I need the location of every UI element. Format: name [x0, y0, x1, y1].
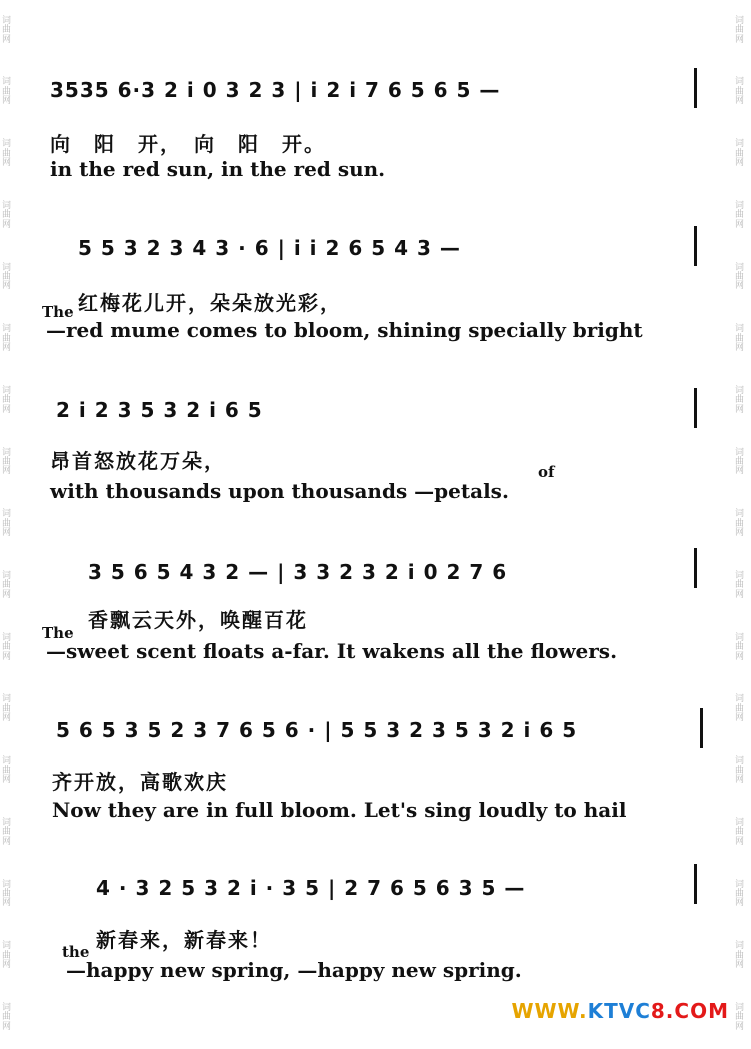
watermark-text: 词曲网	[2, 139, 12, 168]
watermark-text: 词曲网	[735, 632, 745, 662]
watermark-text: 词曲网	[2, 941, 12, 971]
watermark-text: 词曲网	[735, 385, 745, 415]
notation-line-1: 3535 6·3 2 i 0 3 2 3 | i 2 i 7 6 5 6 5 —	[50, 78, 501, 102]
logo-part-1: WWW.	[511, 999, 588, 1023]
watermark-text: 词曲网	[2, 200, 12, 230]
watermark-text: 词曲网	[735, 941, 745, 971]
watermark-text: 词曲网	[2, 817, 12, 847]
watermark-text: 词曲网	[735, 447, 745, 477]
watermark-text: 词曲网	[2, 1002, 12, 1032]
logo-part-3: 8.COM	[650, 999, 729, 1023]
watermark-text: 词曲网	[735, 509, 745, 539]
watermark-text: 词曲网	[2, 15, 12, 45]
watermark-text: 词曲网	[735, 879, 745, 909]
watermark-text: 词曲网	[735, 571, 745, 600]
watermark-text: 词曲网	[2, 879, 12, 909]
chinese-lyrics-3: 昂首怒放花万朵，	[50, 449, 226, 473]
barline	[694, 226, 697, 266]
barline	[694, 864, 697, 904]
watermark-text: 词曲网	[2, 385, 12, 415]
watermark-text: 词曲网	[735, 262, 745, 292]
watermark-text: 词曲网	[2, 447, 12, 477]
watermark-text: 词曲网	[2, 571, 12, 600]
notation-line-5: 5 6 5 3 5 2 3 7 6 5 6 · | 5 5 3 2 3 5 3 2 i 6 5	[56, 718, 578, 742]
chinese-lyrics-1: 向 阳 开， 向 阳 开。	[50, 132, 326, 156]
watermark-text: 词曲网	[735, 139, 745, 168]
english-prefix-6: the	[62, 943, 90, 961]
english-lyrics-5: Now they are in full bloom. Let's sing loudly to hail	[52, 798, 627, 822]
chinese-lyrics-2: 红梅花儿开，朵朵放光彩，	[78, 291, 342, 315]
logo-part-2: KTVC	[587, 999, 651, 1023]
watermark-text: 词曲网	[735, 324, 745, 354]
watermark-text: 词曲网	[735, 756, 745, 785]
chinese-lyrics-5: 齐开放，高歌欢庆	[52, 770, 228, 794]
watermark-text: 词曲网	[2, 324, 12, 354]
watermark-text: 词曲网	[735, 77, 745, 107]
english-prefix-3: of	[538, 463, 555, 481]
english-prefix-4: The	[42, 624, 74, 642]
english-lyrics-1: in the red sun, in the red sun.	[50, 157, 386, 181]
english-lyrics-2: —red mume comes to bloom, shining specially bright	[46, 318, 643, 342]
site-logo	[511, 999, 729, 1023]
english-lyrics-6: —happy new spring, —happy new spring.	[66, 958, 522, 982]
watermark-text: 词曲网	[2, 77, 12, 107]
barline	[694, 548, 697, 588]
watermark-text: 词曲网	[2, 262, 12, 292]
watermark-text: 词曲网	[2, 632, 12, 662]
english-lyrics-4: —sweet scent floats a-far. It wakens all the flowers.	[46, 639, 618, 663]
notation-line-2: 5 5 3 2 3 4 3 · 6 | i i 2 6 5 4 3 —	[78, 236, 461, 260]
watermark-text: 词曲网	[2, 509, 12, 539]
barline	[694, 68, 697, 108]
chinese-lyrics-6: 新春来，新春来！	[96, 928, 272, 952]
english-prefix-2: The	[42, 303, 74, 321]
watermark-text: 词曲网	[735, 15, 745, 45]
barline	[694, 388, 697, 428]
notation-line-3: 2 i 2 3 5 3 2 i 6 5	[56, 398, 263, 422]
notation-line-4: 3 5 6 5 4 3 2 — | 3 3 2 3 2 i 0 2 7 6	[88, 560, 508, 584]
watermark-text: 词曲网	[735, 200, 745, 230]
watermark-text: 词曲网	[735, 1002, 745, 1032]
barline	[700, 708, 703, 748]
notation-line-6: 4 · 3 2 5 3 2 i · 3 5 | 2 7 6 5 6 3 5 —	[96, 876, 526, 900]
watermark-text: 词曲网	[735, 694, 745, 724]
english-lyrics-3: with thousands upon thousands —petals.	[50, 479, 509, 503]
watermark-text: 词曲网	[2, 694, 12, 724]
watermark-text: 词曲网	[735, 817, 745, 847]
watermark-text: 词曲网	[2, 756, 12, 785]
chinese-lyrics-4: 香飘云天外，唤醒百花	[88, 608, 308, 632]
